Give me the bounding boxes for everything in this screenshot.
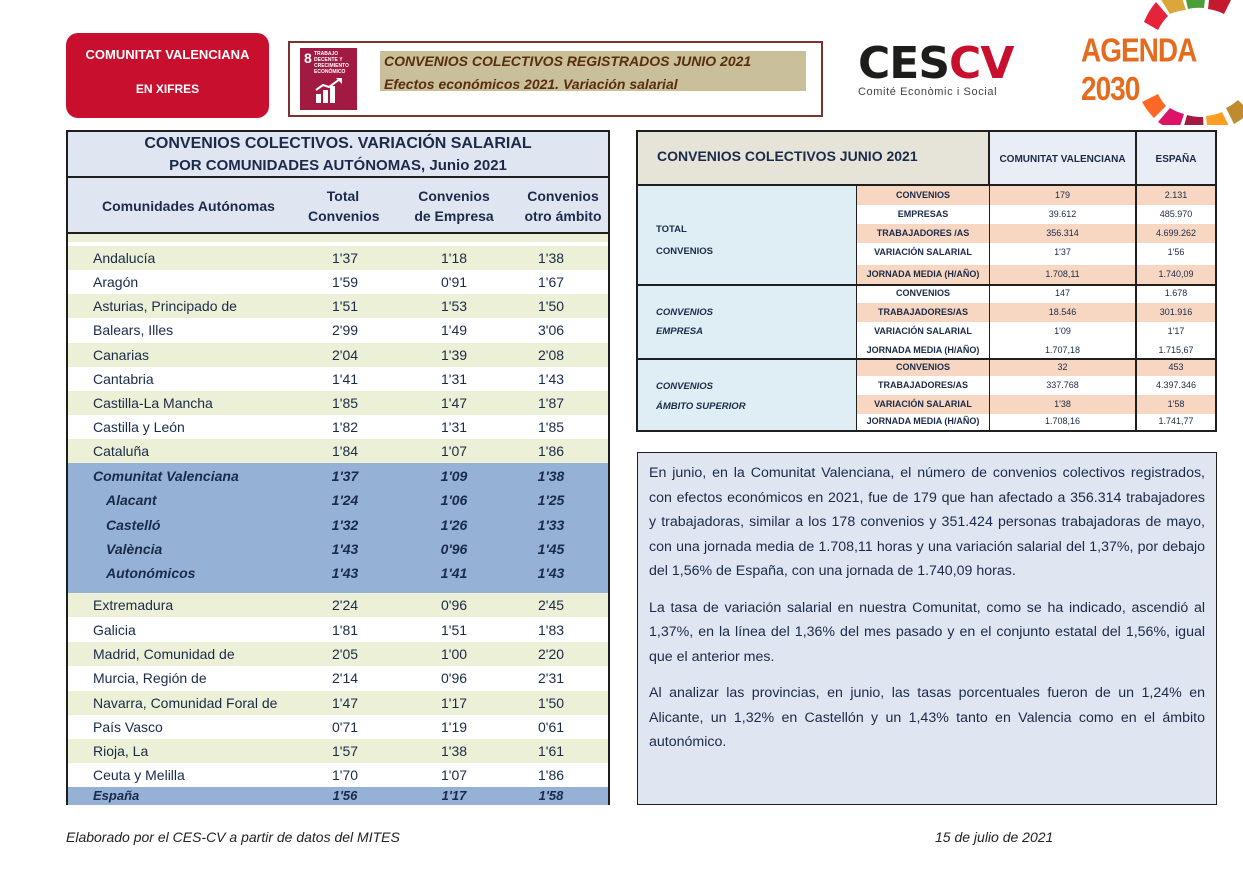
- col-header-otro: Convenios otro ámbito: [524, 188, 602, 224]
- summary-row: CONVENIOS 32 453: [857, 360, 1215, 376]
- agenda-text: AGENDA 2030: [1081, 31, 1196, 108]
- growth-chart-icon: [314, 78, 344, 104]
- table-spacer: [68, 234, 608, 242]
- table-row: Castilla y León 1'82 1'31 1'85: [93, 419, 565, 435]
- col-header-empresa: Convenios de Empresa: [414, 188, 494, 224]
- source-note: Elaborado por el CES-CV a partir de datos del MITES: [66, 829, 400, 845]
- group-label: TOTAL CONVENIOS: [638, 186, 857, 284]
- table-subtitle: POR COMUNIDADES AUTÓNOMAS, Junio 2021: [169, 157, 507, 174]
- analysis-paragraph-2: La tasa de variación salarial en nuestra Comunitat, como se ha indicado, ascendió al 1,37%, en la línea del 1,36% del mes pasado y en el conjunto estatal del 1,56%, igual que el anterior mes.: [649, 599, 1205, 665]
- table-row-highlight: Comunitat Valenciana 1'37 1'09 1'38: [93, 468, 565, 484]
- group-ambito-superior: [638, 360, 1215, 430]
- table-row: Rioja, La 1'57 1'38 1'61: [68, 739, 608, 763]
- summary-row: CONVENIOS 179 2.131: [857, 186, 1215, 205]
- comunitat-en-xifres-badge: [66, 33, 269, 118]
- table-header: [68, 132, 608, 178]
- table-row-total-spain: España 1'56 1'17 1'58: [68, 787, 608, 805]
- table-row: Madrid, Comunidad de 2'05 1'00 2'20: [68, 642, 608, 666]
- summary-row: EMPRESAS 39.612 485.970: [857, 205, 1215, 224]
- column-headers: [68, 178, 608, 234]
- table-row: Castilla-La Mancha 1'85 1'47 1'87: [68, 391, 608, 415]
- table-row: Aragón 1'59 0'91 1'67: [93, 274, 565, 290]
- badge-line2: EN XIFRES: [135, 82, 200, 96]
- agenda-2030-logo: [1078, 0, 1243, 125]
- report-subtitle: Efectos económicos 2021. Variación salarial: [384, 76, 678, 92]
- publication-date: 15 de julio de 2021: [935, 829, 1054, 845]
- summary-row: CONVENIOS 147 1.678: [857, 286, 1215, 303]
- sdg-text: TRABAJO DECENTE Y CRECIMIENTO ECONÓMICO: [314, 51, 349, 75]
- col-header-cv: COMUNITAT VALENCIANA: [990, 132, 1137, 186]
- table-title: CONVENIOS COLECTIVOS. VARIACIÓN SALARIAL: [144, 135, 532, 152]
- group-total-convenios: [638, 186, 1215, 286]
- report-title-box: [288, 41, 823, 117]
- table-row: Andalucía 1'37 1'18 1'38: [68, 246, 608, 270]
- sdg8-icon: [300, 48, 357, 110]
- summary-row: TRABAJADORES/AS 18.546 301.916: [857, 303, 1215, 322]
- report-title: CONVENIOS COLECTIVOS REGISTRADOS JUNIO 2021: [384, 53, 752, 69]
- summary-table: [636, 130, 1217, 432]
- summary-row: TRABAJADORES /AS 356.314 4.699.262: [857, 224, 1215, 243]
- summary-row: JORNADA MEDIA (H/AÑO) 1.707,18 1.715,67: [857, 341, 1215, 360]
- table-row: Cantabria 1'41 1'31 1'43: [93, 371, 565, 387]
- logo-subtitle: Comité Econòmic i Social: [858, 86, 998, 98]
- analysis-paragraph-1: En junio, en la Comunitat Valenciana, el número de convenios colectivos registrados, con efectos económicos en 2021, fue de 179 que han afectado a 356.314 trabajadores y trabajadoras, similar a los 178 convenios y 351.424 personas trabajadoras de mayo, con una jornada media de 1.708,11 horas y una variación salarial del 1,37%, por debajo del 1,56% de España, con una jornada de 1.740,09 horas.: [649, 465, 1205, 579]
- table-row: Galicia 1'81 1'51 1'83: [93, 622, 565, 638]
- logo-cv: CV: [949, 38, 1014, 89]
- summary-row: VARIACIÓN SALARIAL 1'38 1'58: [857, 395, 1215, 414]
- table-row-province: València 1'43 0'96 1'45: [106, 541, 565, 557]
- regional-wage-table: [66, 130, 610, 805]
- table-row-province: Castelló 1'32 1'26 1'33: [106, 517, 565, 533]
- group-label: CONVENIOS EMPRESA: [638, 286, 857, 358]
- summary-row: VARIACIÓN SALARIAL 1'37 1'56: [857, 243, 1215, 265]
- cescv-logo: [858, 38, 1038, 102]
- group-label: CONVENIOS ÁMBITO SUPERIOR: [638, 360, 857, 430]
- badge-line1: COMUNITAT VALENCIANA: [85, 47, 250, 62]
- summary-title: CONVENIOS COLECTIVOS JUNIO 2021: [657, 148, 918, 164]
- summary-row: VARIACIÓN SALARIAL 1'09 1'17: [857, 322, 1215, 341]
- sdg-number: 8: [304, 50, 312, 66]
- table-row: País Vasco 0'71 1'19 0'61: [93, 719, 565, 735]
- table-row: Extremadura 2'24 0'96 2'45: [68, 593, 608, 617]
- table-row: Ceuta y Melilla 1'70 1'07 1'86: [93, 767, 565, 783]
- table-row: Balears, Illes 2'99 1'49 3'06: [93, 322, 565, 338]
- col-header-total: Total Convenios: [308, 188, 380, 224]
- table-row-province: Alacant 1'24 1'06 1'25: [106, 492, 565, 508]
- col-header-spain: ESPAÑA: [1137, 132, 1215, 186]
- table-row: Asturias, Principado de 1'51 1'53 1'50: [68, 294, 608, 318]
- analysis-text-box: [637, 452, 1217, 805]
- summary-title-cell: [638, 132, 990, 186]
- analysis-paragraph-3: Al analizar las provincias, en junio, las tasas porcentuales fueron de un 1,24% en Alicante, un 1,32% en Castellón y un 1,43% tanto en Valencia como en el ámbito autonómico.: [649, 685, 1205, 750]
- group-convenios-empresa: [638, 286, 1215, 360]
- table-row: Murcia, Región de 2'14 0'96 2'31: [93, 670, 565, 686]
- col-header-region: Comunidades Autónomas: [102, 198, 275, 214]
- summary-row: JORNADA MEDIA (H/AÑO) 1.708,11 1.740,09: [857, 265, 1215, 284]
- table-row: Canarias 2'04 1'39 2'08: [68, 343, 608, 367]
- logo-ces: CES: [858, 38, 950, 89]
- table-row-province: Autonómicos 1'43 1'41 1'43: [106, 565, 565, 581]
- summary-row: TRABAJADORES/AS 337.768 4.397.346: [857, 376, 1215, 395]
- summary-row: JORNADA MEDIA (H/AÑO) 1.708,16 1.741,77: [857, 414, 1215, 430]
- table-row: Navarra, Comunidad Foral de 1'47 1'17 1'50: [68, 691, 608, 715]
- table-row: Cataluña 1'84 1'07 1'86: [68, 439, 608, 463]
